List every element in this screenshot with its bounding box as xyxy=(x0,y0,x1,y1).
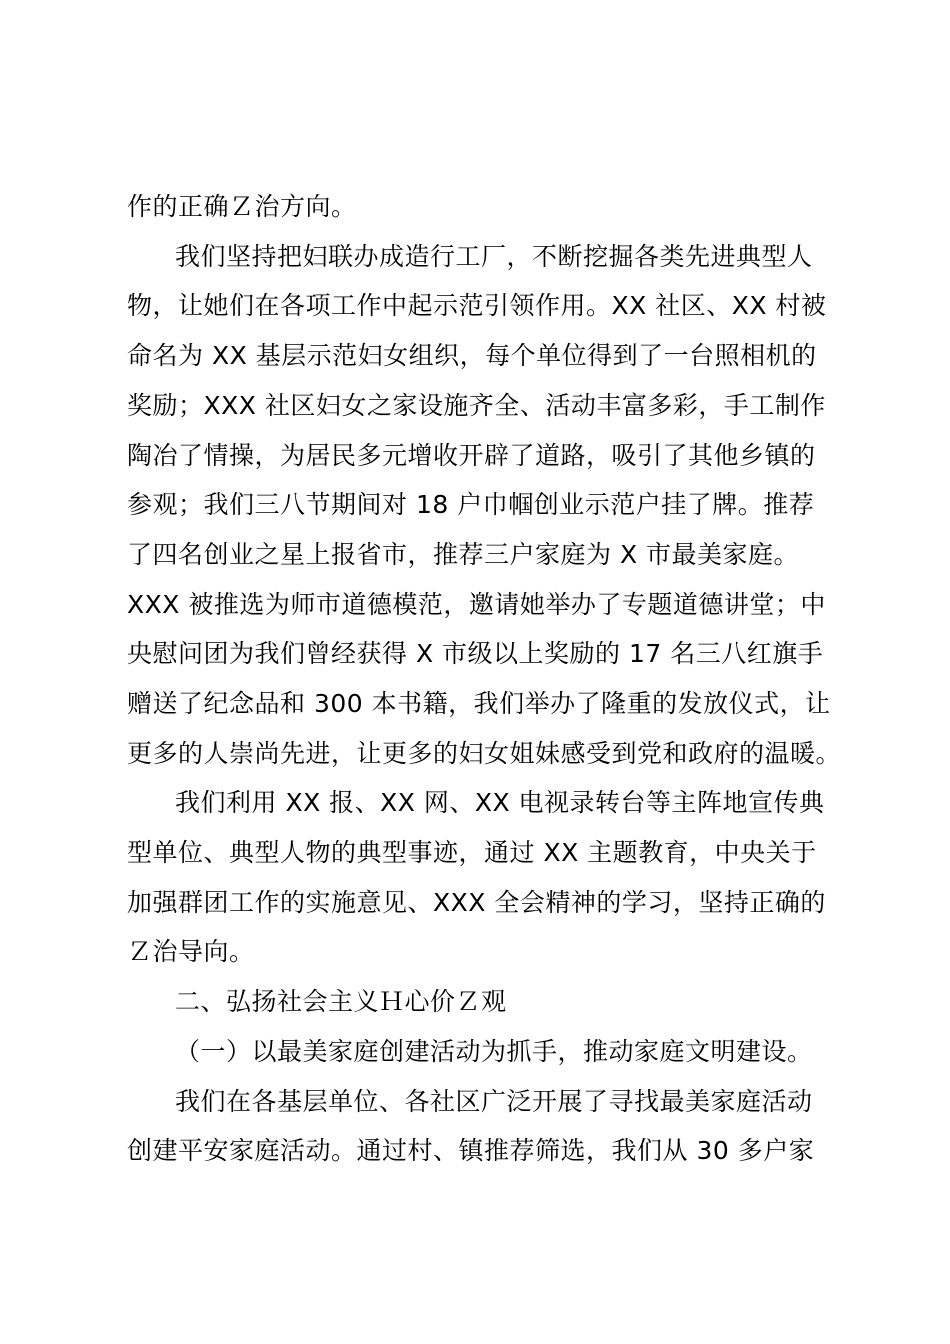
text-line-15: 加强群团工作的实施意见、XXX 全会精神的学习，坚持正确的 xyxy=(127,888,826,917)
text-line-9: XXX 被推选为师市道德模范，邀请她举办了专题道德讲堂；中 xyxy=(127,590,826,619)
text-line-11: 赠送了纪念品和 300 本书籍，我们举办了隆重的发放仪式，让 xyxy=(127,689,831,718)
text-line-14: 型单位、典型人物的典型事迹，通过 XX 主题教育，中央关于 xyxy=(127,838,817,867)
text-line-7: 参观；我们三八节期间对 18 户巾帼创业示范户挂了牌。推荐 xyxy=(127,490,815,519)
text-line-19: 我们在各基层单位、各社区广泛开展了寻找最美家庭活动 xyxy=(175,1087,813,1116)
text-line-5: 奖励；XXX 社区妇女之家设施齐全、活动丰富多彩，手工制作 xyxy=(127,391,826,420)
text-line-8: 了四名创业之星上报省市，推荐三户家庭为 X 市最美家庭。 xyxy=(127,540,800,569)
text-line-2: 我们坚持把妇联办成造行工厂，不断挖掘各类先进典型人 xyxy=(175,242,813,271)
text-line-16: Ｚ治导向。 xyxy=(127,937,255,966)
text-line-4: 命名为 XX 基层示范妇女组织，每个单位得到了一台照相机的 xyxy=(127,341,817,370)
text-line-3: 物，让她们在各项工作中起示范引领作用。XX 社区、XX 村被 xyxy=(127,291,827,320)
text-line-10: 央慰问团为我们曾经获得 X 市级以上奖励的 17 名三八红旗手 xyxy=(127,639,824,668)
subsection-heading: （一）以最美家庭创建活动为抓手，推动家庭文明建设。 xyxy=(175,1037,813,1066)
text-line-13: 我们利用 XX 报、XX 网、XX 电视录转台等主阵地宣传典 xyxy=(175,788,825,817)
text-line-1: 作的正确Ｚ治方向。 xyxy=(127,192,357,221)
text-line-6: 陶冶了情操，为居民多元增收开辟了道路，吸引了其他乡镇的 xyxy=(127,441,816,470)
text-line-12: 更多的人崇尚先进，让更多的妇女姐妹感受到党和政府的温暖。 xyxy=(127,739,842,768)
section-heading: 二、弘扬社会主义Ｈ心价Ｚ观 xyxy=(175,987,507,1016)
text-line-20: 创建平安家庭活动。通过村、镇推荐筛选，我们从 30 多户家 xyxy=(127,1136,815,1165)
